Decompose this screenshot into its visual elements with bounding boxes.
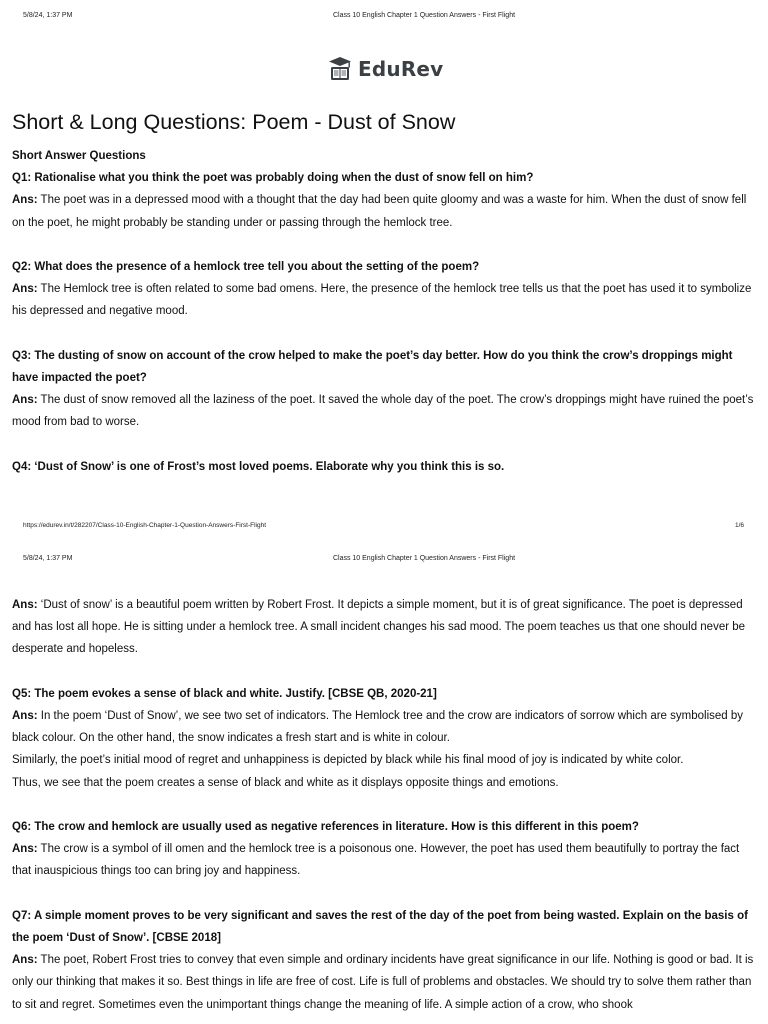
- print-header: [0, 12, 768, 26]
- answer-4: Ans: ‘Dust of snow’ is a beautiful poem written by Robert Frost. It depicts a simple moment, but it is of great significance. The poet is depressed and has lost all hope. He is sitting under a hemlock tree. A small incident changes his sad mood. The poem teaches us that one should never be desperate and hopeless.: [12, 599, 746, 656]
- section-heading: Short Answer Questions: [12, 150, 146, 162]
- print-doc-title: Class 10 English Chapter 1 Question Answers - First Flight: [332, 555, 516, 562]
- question-7: Q7: A simple moment proves to be very significant and saves the rest of the day of the poet from being wasted. Explain on the basis of the poem ‘Dust of Snow’. [CBSE 2018]: [12, 909, 748, 944]
- answer-5-extra-1: Similarly, the poet’s initial mood of regret and unhappiness is depicted by black while his final mood of joy is indicated by white color.: [12, 754, 684, 767]
- print-header-2: [0, 555, 768, 569]
- question-4: Q4: ‘Dust of Snow’ is one of Frost’s most loved poems. Elaborate why you think this is so.: [12, 460, 505, 473]
- answer-2: Ans: The Hemlock tree is often related to some bad omens. Here, the presence of the hemlock tree tells us that the poet has used it to symbolize his depressed and negative mood.: [12, 283, 752, 318]
- answer-3: Ans: The dust of snow removed all the laziness of the poet. It saved the whole day of the poet. The crow’s droppings might have ruined the poet’s mood from bad to worse.: [12, 394, 754, 429]
- answer-6: Ans: The crow is a symbol of ill omen and the hemlock tree is a poisonous one. However, the poet has used them beautifully to portray the fact that inauspicious things too can bring joy and happiness.: [12, 843, 740, 878]
- page1-content: [12, 145, 758, 478]
- answer-7: Ans: The poet, Robert Frost tries to convey that even simple and ordinary incidents have great significance in our life. Nothing is good or bad. It is only our thinking that makes it so. Best things in life are free of cost. Life is full of problems and obstacles. We should try to solve them rather than to sit and regret. Sometimes even the unimportant things change the meaning of life. A simple action of a crow, who shook: [12, 954, 754, 1011]
- answer-5: Ans: In the poem ‘Dust of Snow’, we see two set of indicators. The Hemlock tree and the crow are indicators of sorrow which are symbolised by black colour. On the other hand, the snow indicates a fresh start and is white in colour.: [12, 710, 744, 745]
- print-datetime: 5/8/24, 1:37 PM: [23, 12, 73, 19]
- question-2: Q2: What does the presence of a hemlock tree tell you about the setting of the poem?: [12, 261, 480, 273]
- edurev-logo[interactable]: [328, 55, 443, 83]
- print-doc-title: Class 10 English Chapter 1 Question Answers - First Flight: [332, 12, 516, 19]
- page2-content: [12, 594, 758, 1016]
- answer-5-extra-2: Thus, we see that the poem creates a sense of black and white as it displays opposite things and emotions.: [12, 776, 559, 789]
- page-title: Short & Long Questions: Poem - Dust of Snow: [12, 110, 456, 134]
- question-5: Q5: The poem evokes a sense of black and white. Justify. [CBSE QB, 2020-21]: [12, 687, 437, 700]
- question-3: Q3: The dusting of snow on account of the crow helped to make the poet’s day better. How do you think the crow’s droppings might have impacted the poet?: [12, 349, 733, 384]
- answer-1: Ans: The poet was in a depressed mood with a thought that the day had been quite gloomy and was a waste for him. When the dust of snow fell on the poet, he might probably be standing under or passing through the hemlock tree.: [12, 194, 747, 229]
- print-url[interactable]: https://edurev.in/t/282207/Class-10-English-Chapter-1-Question-Answers-First-Flight: [23, 522, 267, 529]
- print-page-number: 1/6: [734, 522, 744, 529]
- graduation-cap-book-icon: [328, 56, 352, 82]
- question-6: Q6: The crow and hemlock are usually used as negative references in literature. How is this different in this poem?: [12, 821, 639, 833]
- print-datetime: 5/8/24, 1:37 PM: [23, 555, 73, 562]
- logo-name: EduRev: [358, 57, 444, 81]
- question-1: Q1: Rationalise what you think the poet was probably doing when the dust of snow fell on him?: [12, 172, 534, 185]
